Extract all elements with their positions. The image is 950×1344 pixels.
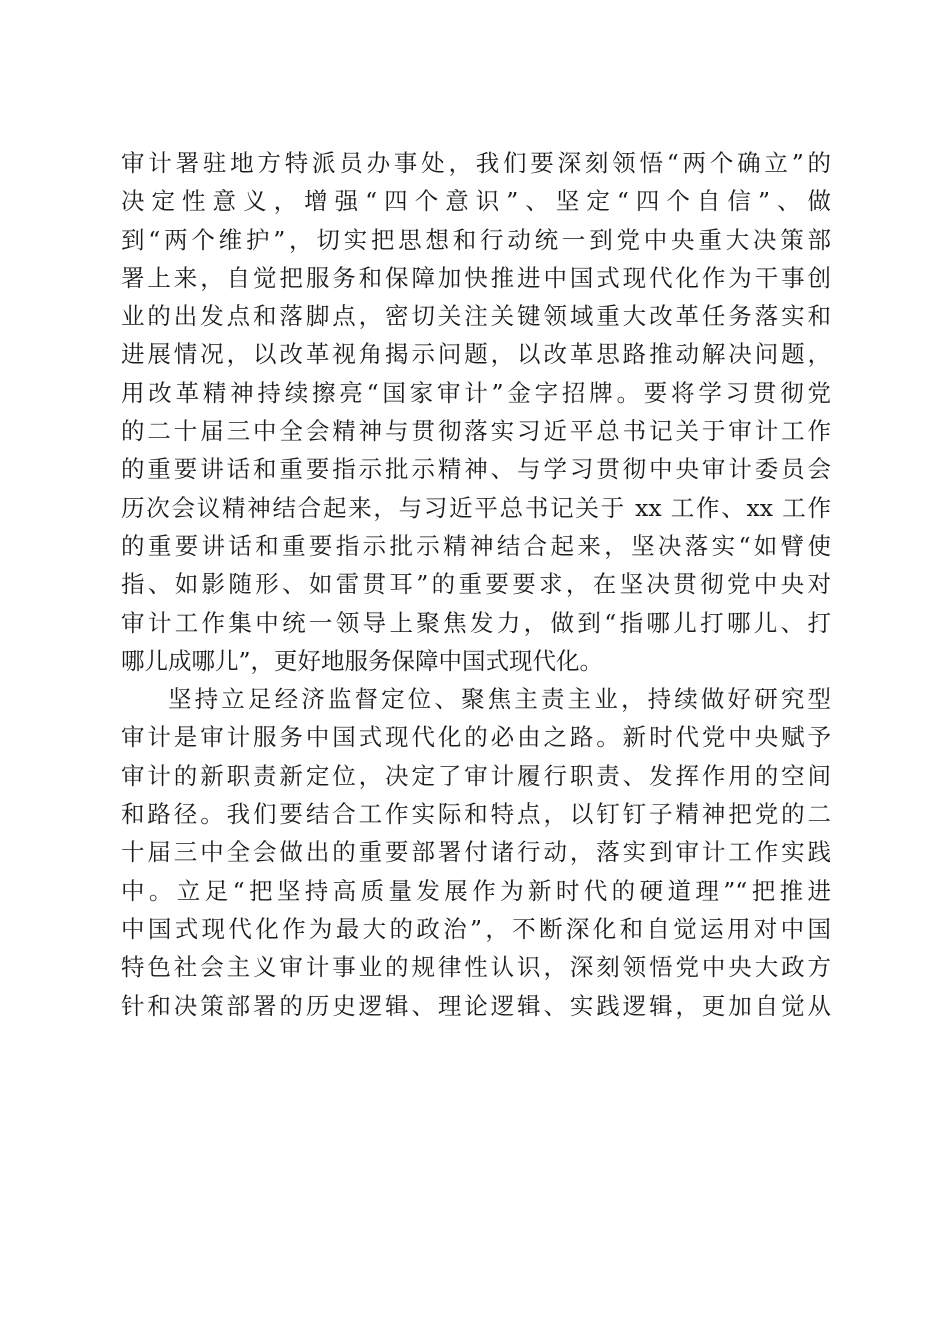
text-line: 中国式现代化作为最大的政治”，不断深化和自觉运用对中国 [121, 914, 831, 943]
text-line: 和路径。我们要结合工作实际和特点，以钉钉子精神把党的二 [121, 800, 831, 829]
text-line: 审计是审计服务中国式现代化的必由之路。新时代党中央赋予 [121, 723, 831, 752]
text-line: 十届三中全会做出的重要部署付诸行动，落实到审计工作实践 [121, 838, 831, 867]
text-line: 坚持立足经济监督定位、聚焦主责主业，持续做好研究型 [168, 685, 831, 714]
text-line: 针和决策部署的历史逻辑、理论逻辑、实践逻辑，更加自觉从 [121, 991, 831, 1020]
text-line: 业的出发点和落脚点，密切关注关键领域重大改革任务落实和 [121, 302, 831, 331]
text-line: 审计工作集中统一领导上聚焦发力，做到“指哪儿打哪儿、打 [121, 608, 831, 637]
text-line: 署上来，自觉把服务和保障加快推进中国式现代化作为干事创 [121, 263, 831, 292]
text-line: 指、如影随形、如雷贯耳”的重要要求，在坚决贯彻党中央对 [121, 570, 831, 599]
text-line: 历次会议精神结合起来，与习近平总书记关于 xx 工作、xx 工作 [121, 493, 831, 522]
text-line: 进展情况，以改革视角揭示问题，以改革思路推动解决问题， [121, 340, 831, 369]
text-line: 决定性意义，增强“四个意识”、坚定“四个自信”、做 [121, 187, 831, 216]
text-line: 到“两个维护”，切实把思想和行动统一到党中央重大决策部 [121, 225, 831, 254]
text-line: 用改革精神持续擦亮“国家审计”金字招牌。要将学习贯彻党 [121, 378, 831, 407]
text-line: 的二十届三中全会精神与贯彻落实习近平总书记关于审计工作 [121, 417, 831, 446]
text-line: 审计的新职责新定位，决定了审计履行职责、发挥作用的空间 [121, 761, 831, 790]
text-line: 审计署驻地方特派员办事处，我们要深刻领悟“两个确立”的 [121, 149, 831, 177]
text-line: 特色社会主义审计事业的规律性认识，深刻领悟党中央大政方 [121, 953, 831, 982]
text-line: 中。立足“把坚持高质量发展作为新时代的硬道理”“把推进 [121, 876, 831, 905]
text-line: 哪儿成哪儿”，更好地服务保障中国式现代化。 [121, 646, 604, 675]
text-line: 的重要讲话和重要指示批示精神、与学习贯彻中央审计委员会 [121, 455, 831, 484]
text-line: 的重要讲话和重要指示批示精神结合起来，坚决落实“如臂使 [121, 531, 831, 560]
body-text [121, 144, 831, 1025]
